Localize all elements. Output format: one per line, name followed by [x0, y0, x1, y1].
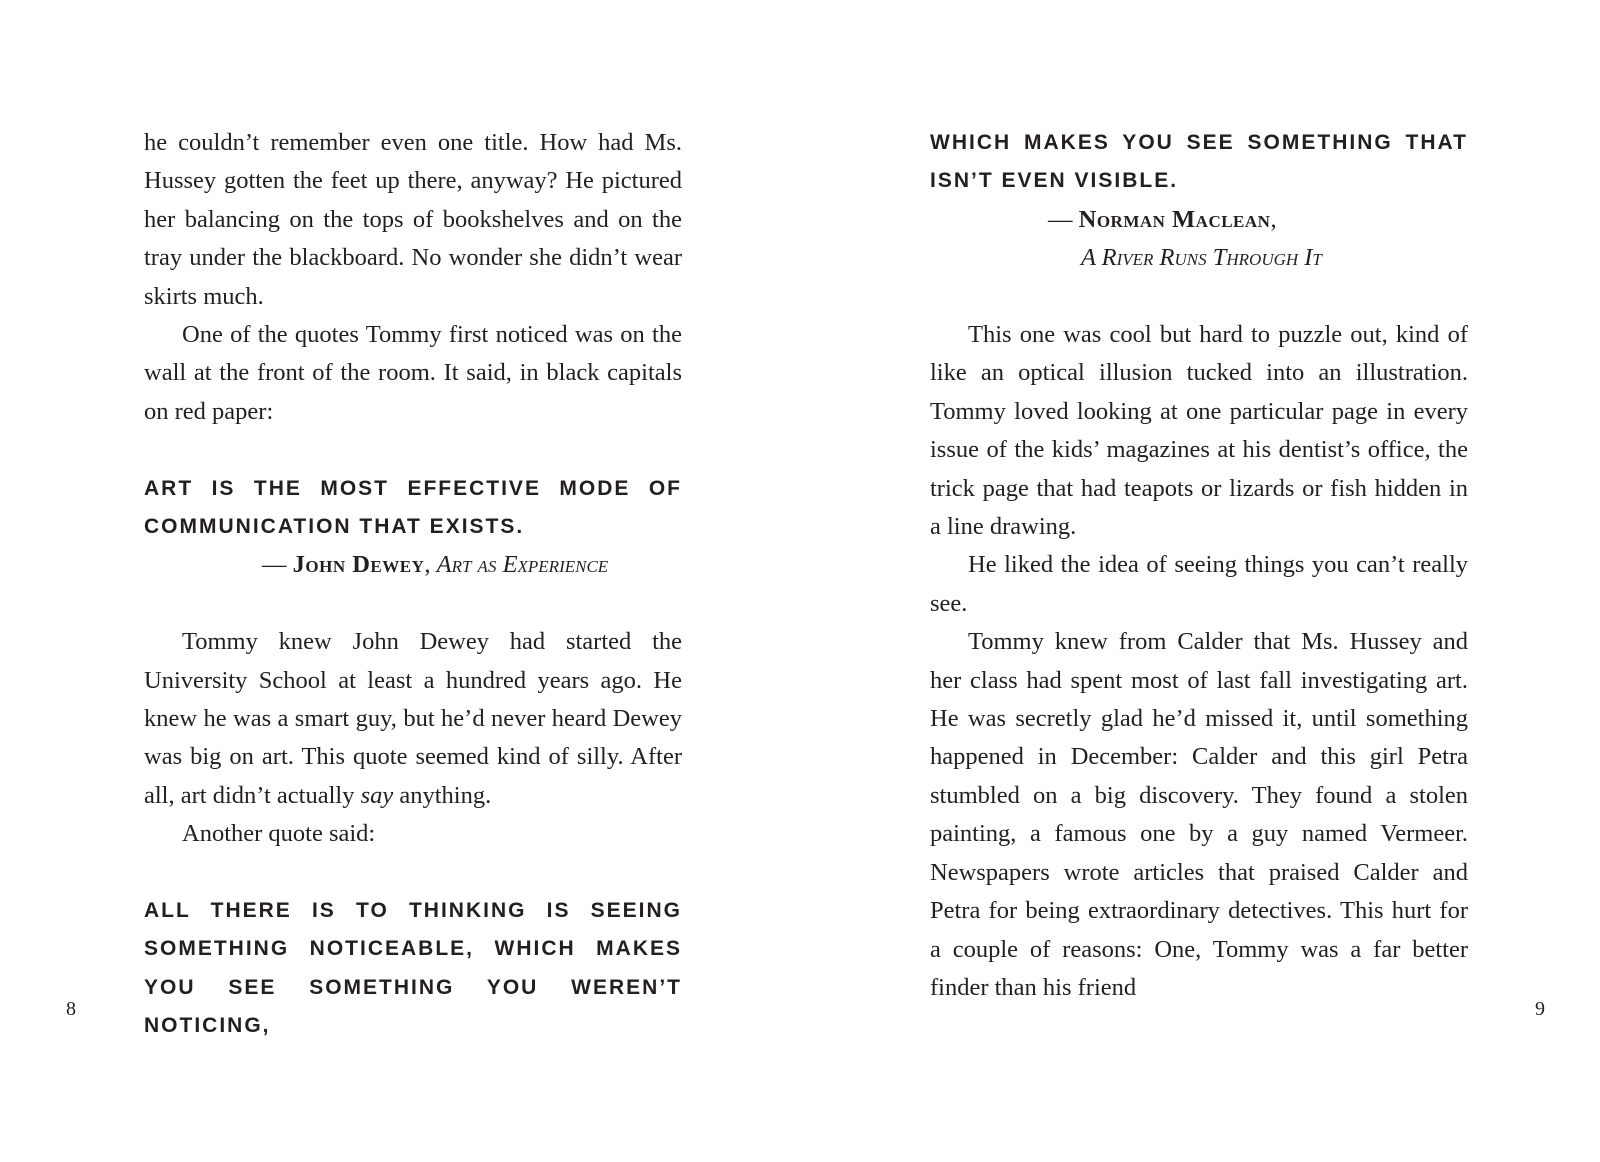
quote-work-title: A River Runs Through It	[1081, 244, 1322, 272]
right-page-text	[930, 124, 1468, 1007]
paragraph: Tommy knew from Calder that Ms. Hussey and her class had spent most of last fall investigating art. He was secretly glad he’d missed it, until something happened in December: Calder and this girl Petra stumbled on a big discovery. They found a stolen painting, a famous one by a guy named Vermeer. Newspapers wrote articles that praised Calder and Petra for being extraordinary detectives. This hurt for a couple of reasons: One, Tommy was a far better finder than his friend	[930, 628, 1468, 1001]
epigraph-quote: ALL THERE IS TO THINKING IS SEEING SOMETHING NOTICEABLE, WHICH MAKES YOU SEE SOMETHING YOU WEREN’T NOTICING,	[144, 899, 682, 1038]
paragraph: This one was cool but hard to puzzle out, kind of like an optical illusion tucked into an illustration. Tommy loved looking at one particular page in every issue of the kids’ magazines at his dentist’s office, the trick page that had teapots or lizards or fish hidden in a line drawing.	[930, 321, 1468, 541]
paragraph: he couldn’t remember even one title. How had Ms. Hussey gotten the feet up there, anyway? He pictured her balancing on the tops of bookshelves and on the tray under the blackboard. No wonder she didn’t wear skirts much.	[144, 129, 682, 310]
quote-author: Norman Maclean	[1078, 205, 1271, 233]
right-page	[800, 0, 1600, 1162]
left-page-text	[144, 124, 682, 1046]
quote-author: John Dewey	[292, 551, 425, 579]
paragraph: He liked the idea of seeing things you can’t really see.	[930, 551, 1468, 617]
quote-work	[930, 239, 1468, 277]
quote-work-title: Art as Experience	[436, 551, 609, 579]
paragraph: Tommy knew John Dewey had started the University School at least a hundred years ago. He knew he was a smart guy, but he’d never heard Dewey was big on art. This quote seemed kind of silly. After all, art didn’t actually say anything.	[144, 628, 682, 809]
quote-attribution: — Norman Maclean,	[1048, 205, 1277, 233]
epigraph-quote-continued: WHICH MAKES YOU SEE SOMETHING THAT ISN’T EVEN VISIBLE.	[930, 131, 1468, 193]
page-number: 9	[1535, 998, 1545, 1020]
paragraph: Another quote said:	[182, 820, 376, 848]
paragraph: One of the quotes Tommy first noticed was on the wall at the front of the room. It said, in black capitals on red paper:	[144, 321, 682, 425]
page-number: 8	[66, 998, 76, 1020]
epigraph-quote: ART IS THE MOST EFFECTIVE MODE OF COMMUNICATION THAT EXISTS.	[144, 476, 682, 539]
quote-attribution: — John Dewey, Art as Experience	[262, 551, 609, 579]
